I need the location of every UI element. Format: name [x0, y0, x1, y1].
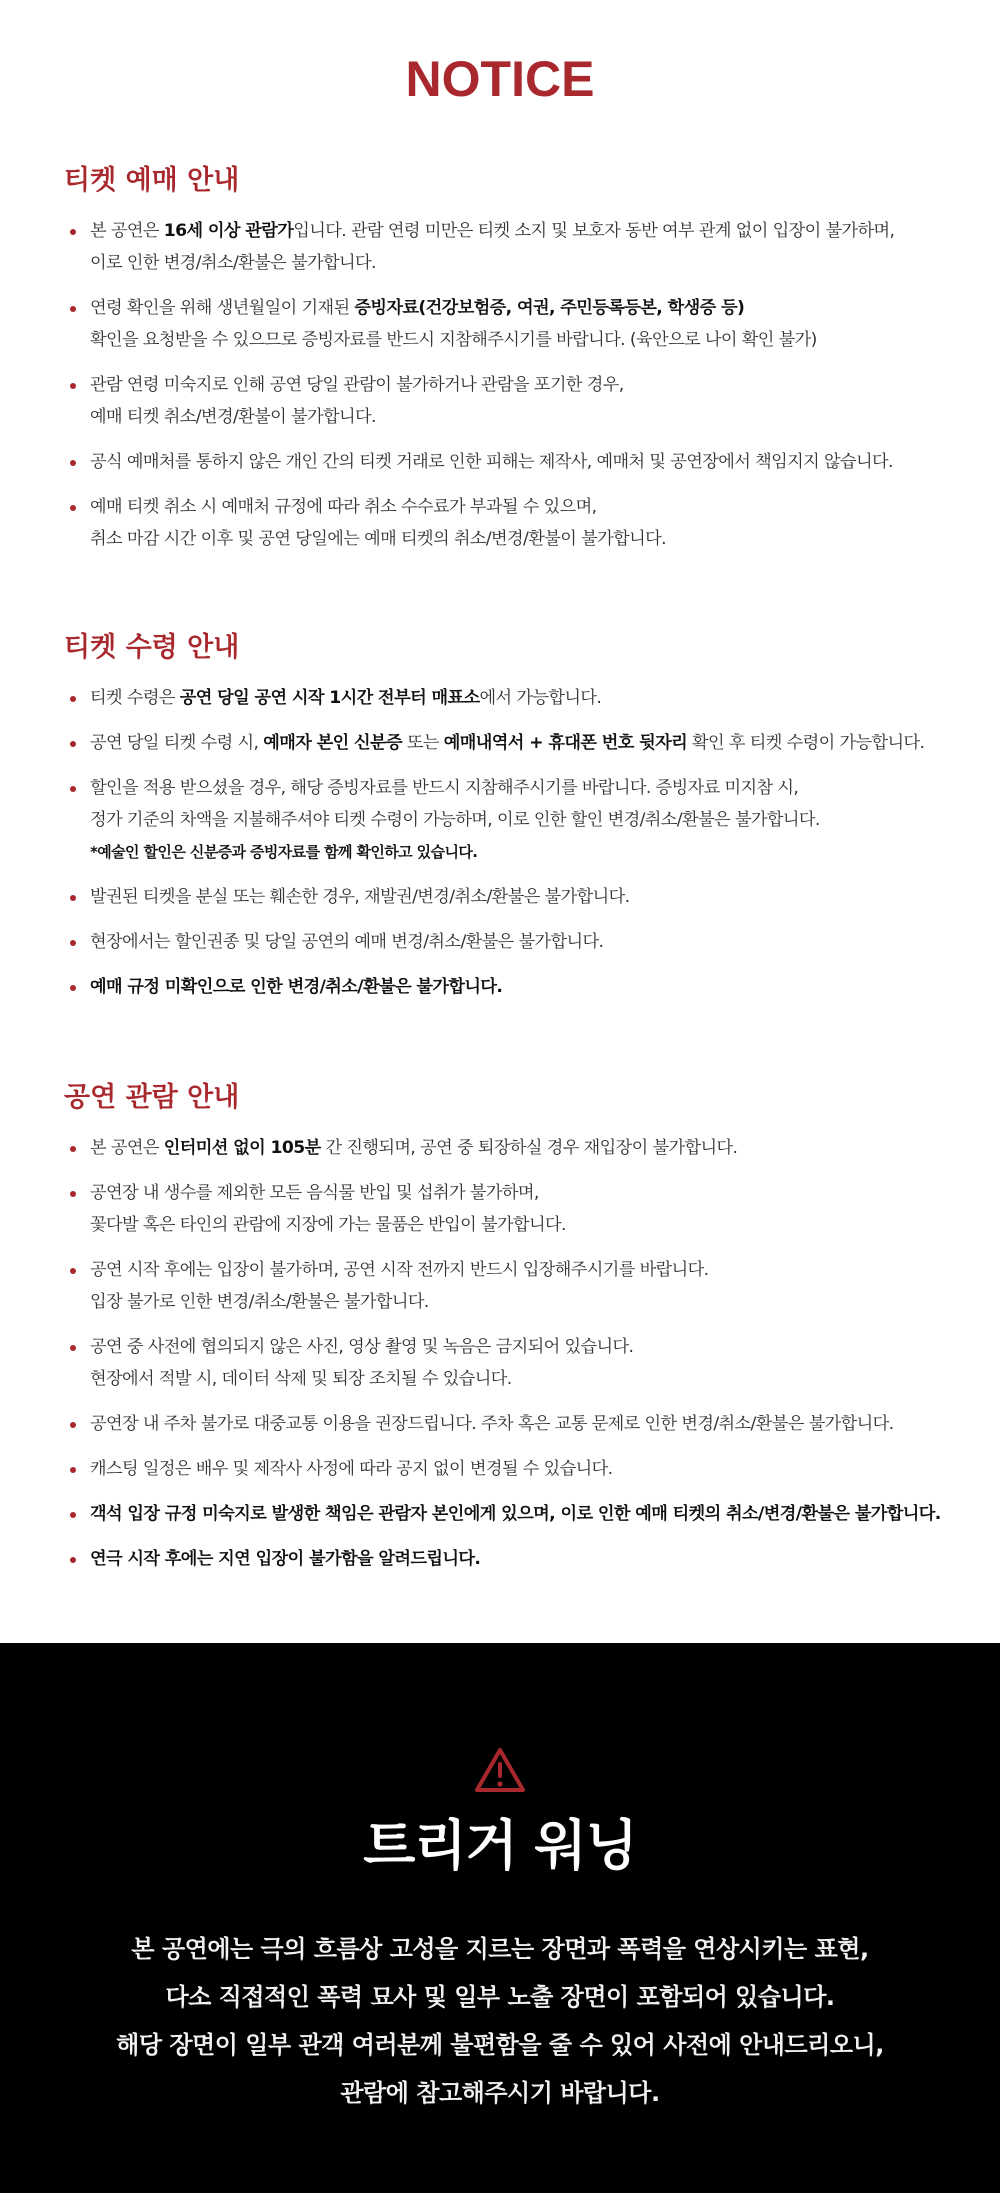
body-text: 캐스팅 일정은 배우 및 제작사 사정에 따라 공지 없이 변경될 수 있습니다.	[90, 1459, 613, 1479]
section-title: 티켓 예매 안내	[64, 165, 240, 196]
list-item-line	[90, 446, 964, 478]
section-ticket-booking	[64, 158, 964, 568]
list-item-line	[90, 1286, 964, 1318]
warning-line: 다소 직접적인 폭력 묘사 및 일부 노출 장면이 포함되어 있습니다.	[165, 1983, 835, 2011]
list-item	[64, 926, 964, 958]
list-item-line	[90, 1254, 964, 1286]
emphasis-text: 16세 이상 관람가	[163, 221, 294, 241]
body-text: 관람 연령 미숙지로 인해 공연 당일 관람이 불가하거나 관람을 포기한 경우,	[90, 375, 624, 395]
body-text: 공연 중 사전에 협의되지 않은 사진, 영상 촬영 및 녹음은 금지되어 있습니다.	[90, 1337, 634, 1357]
list-item	[64, 1177, 964, 1241]
body-text: 또는	[402, 733, 444, 753]
warning-triangle-icon	[474, 1746, 526, 1794]
list-item	[64, 215, 964, 279]
list-item	[64, 1453, 964, 1485]
body-text: 입니다. 관람 연령 미만은 티켓 소지 및 보호자 동반 여부 관계 없이 입장이 불가하며,	[293, 221, 895, 241]
emphasis-text: 공연 당일 공연 시작 1시간 전부터 매표소	[179, 688, 480, 708]
list-item	[64, 772, 964, 868]
warning-line: 관람에 참고해주시기 바랍니다.	[340, 2079, 660, 2107]
list-item	[64, 682, 964, 714]
body-text: 공연장 내 주차 불가로 대중교통 이용을 권장드립니다. 주차 혹은 교통 문제로 인한 변경/취소/환불은 불가합니다.	[90, 1414, 894, 1434]
list-item	[64, 1408, 964, 1440]
list-item-line	[90, 215, 964, 247]
body-text: 공연 당일 티켓 수령 시,	[90, 733, 264, 753]
body-text: 현장에서는 할인권종 및 당일 공연의 예매 변경/취소/환불은 불가합니다.	[90, 932, 604, 952]
list-item	[64, 727, 964, 759]
notice-list	[64, 215, 964, 555]
notice-title: NOTICE	[405, 51, 595, 107]
list-item-line	[90, 804, 964, 836]
section-ticket-pickup	[64, 625, 964, 1016]
emphasis-text: 예매자 본인 신분증	[263, 733, 403, 753]
list-item-line	[90, 772, 964, 804]
list-item-line	[90, 1177, 964, 1209]
body-text: 할인을 적용 받으셨을 경우, 해당 증빙자료를 반드시 지참해주시기를 바랍니다. 증빙자료 미지참 시,	[90, 778, 799, 798]
list-item-line	[90, 1331, 964, 1363]
list-item	[64, 881, 964, 913]
list-item-line	[90, 292, 964, 324]
trigger-warning-panel	[0, 1643, 1000, 2193]
body-text: 현장에서 적발 시, 데이터 삭제 및 퇴장 조치될 수 있습니다.	[90, 1369, 512, 1389]
body-text: 예매 티켓 취소/변경/환불이 불가합니다.	[90, 407, 376, 427]
body-text: 확인을 요청받을 수 있으므로 증빙자료를 반드시 지참해주시기를 바랍니다. (육안으로 나이 확인 불가)	[90, 330, 817, 350]
list-item	[64, 369, 964, 433]
notice-list	[64, 1132, 964, 1575]
body-text: 정가 기준의 차액을 지불해주셔야 티켓 수령이 가능하며, 이로 인한 할인 변경/취소/환불은 불가합니다.	[90, 810, 820, 830]
list-item-line	[90, 1498, 964, 1530]
body-text: 본 공연은	[90, 221, 164, 241]
body-text: 입장 불가로 인한 변경/취소/환불은 불가합니다.	[90, 1292, 429, 1312]
list-item	[64, 491, 964, 555]
list-item-line	[90, 971, 964, 1003]
body-text: 공식 예매처를 통하지 않은 개인 간의 티켓 거래로 인한 피해는 제작사, 예매처 및 공연장에서 책임지지 않습니다.	[90, 452, 893, 472]
body-text: 간 진행되며, 공연 중 퇴장하실 경우 재입장이 불가합니다.	[320, 1138, 738, 1158]
body-text: 이로 인한 변경/취소/환불은 불가합니다.	[90, 253, 376, 273]
list-item-line	[90, 401, 964, 433]
list-item-line	[90, 1132, 964, 1164]
list-item-line	[90, 523, 964, 555]
list-item-line	[90, 491, 964, 523]
list-item	[64, 1331, 964, 1395]
body-text: 취소 마감 시간 이후 및 공연 당일에는 예매 티켓의 취소/변경/환불이 불가합니다.	[90, 529, 666, 549]
body-text: 티켓 수령은	[90, 688, 180, 708]
list-item-line	[90, 1543, 964, 1575]
body-text: 공연 시작 후에는 입장이 불가하며, 공연 시작 전까지 반드시 입장해주시기를 바랍니다.	[90, 1260, 709, 1280]
list-item-line	[90, 369, 964, 401]
list-item	[64, 1132, 964, 1164]
body-text: 꽃다발 혹은 타인의 관람에 지장에 가는 물품은 반입이 불가합니다.	[90, 1215, 566, 1235]
emphasis-text: 예매 규정 미확인으로 인한 변경/취소/환불은 불가합니다.	[90, 977, 503, 997]
body-text: 에서 가능합니다.	[479, 688, 602, 708]
list-item-line	[90, 881, 964, 913]
list-item-line	[90, 324, 964, 356]
section-title: 공연 관람 안내	[64, 1082, 240, 1113]
list-item-note: *예술인 할인은 신분증과 증빙자료를 함께 확인하고 있습니다.	[90, 843, 478, 861]
list-item-line	[90, 1363, 964, 1395]
list-item-line	[90, 926, 964, 958]
body-text: 예매 티켓 취소 시 예매처 규정에 따라 취소 수수료가 부과될 수 있으며,	[90, 497, 597, 517]
section-viewing-guide	[64, 1075, 964, 1588]
list-item-line	[90, 1453, 964, 1485]
body-text: 연령 확인을 위해 생년월일이 기재된	[90, 298, 355, 318]
list-item	[64, 292, 964, 356]
section-title: 티켓 수령 안내	[64, 632, 240, 663]
body-text: 본 공연은	[90, 1138, 164, 1158]
list-item-line	[90, 1408, 964, 1440]
notice-list	[64, 682, 964, 1003]
list-item-line	[90, 1209, 964, 1241]
warning-line: 본 공연에는 극의 흐름상 고성을 지르는 장면과 폭력을 연상시키는 표현,	[131, 1935, 869, 1963]
body-text: 발권된 티켓을 분실 또는 훼손한 경우, 재발권/변경/취소/환불은 불가합니다.	[90, 887, 630, 907]
list-item-line	[90, 247, 964, 279]
warning-line: 해당 장면이 일부 관객 여러분께 불편함을 줄 수 있어 사전에 안내드리오니,	[116, 2031, 884, 2059]
list-item	[64, 971, 964, 1003]
list-item-line	[90, 682, 964, 714]
emphasis-text: 인터미션 없이 105분	[163, 1138, 321, 1158]
list-item	[64, 1543, 964, 1575]
body-text: 공연장 내 생수를 제외한 모든 음식물 반입 및 섭취가 불가하며,	[90, 1183, 539, 1203]
emphasis-text: 객석 입장 규정 미숙지로 발생한 책임은 관람자 본인에게 있으며, 이로 인한 예매 티켓의 취소/변경/환불은 불가합니다.	[90, 1504, 941, 1524]
list-item-line	[90, 727, 964, 759]
body-text: 확인 후 티켓 수령이 가능합니다.	[687, 733, 925, 753]
trigger-warning-body	[0, 1925, 1000, 2117]
trigger-warning-title: 트리거 워닝	[363, 1814, 637, 1877]
list-item	[64, 446, 964, 478]
emphasis-text: 예매내역서 + 휴대폰 번호 뒷자리	[443, 733, 688, 753]
emphasis-text: 증빙자료(건강보험증, 여권, 주민등록등본, 학생증 등)	[354, 298, 745, 318]
list-item	[64, 1254, 964, 1318]
list-item	[64, 1498, 964, 1530]
emphasis-text: 연극 시작 후에는 지연 입장이 불가함을 알려드립니다.	[90, 1549, 481, 1569]
